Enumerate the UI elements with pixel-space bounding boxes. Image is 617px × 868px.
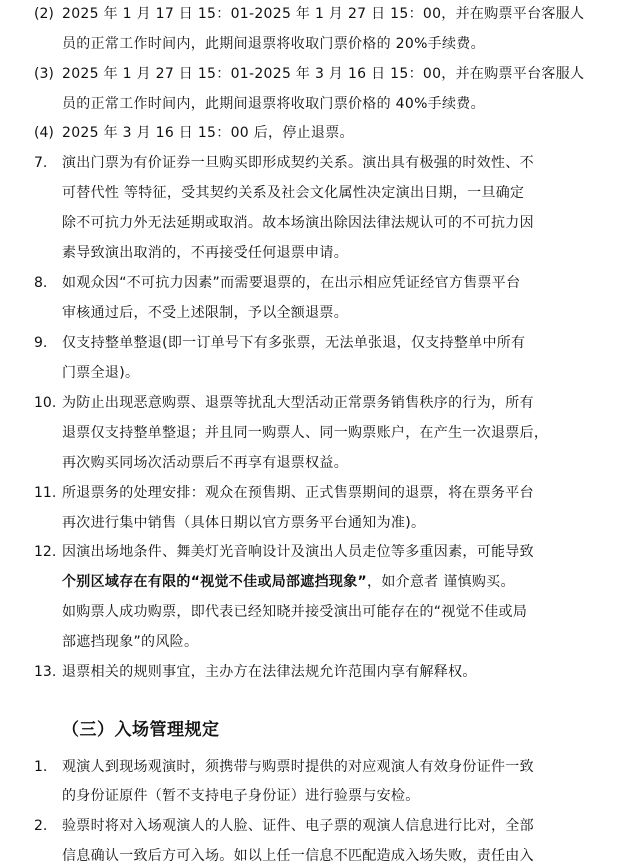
stage-text-line: 员的正常工作时间内，此期间退票将收取门票价格的 40%手续费。 (62, 96, 485, 112)
admission-rule-text-line: 信息确认一致后方可入场。如以上任一信息不匹配造成入场失败，责任由入 (62, 848, 534, 864)
rule-text-line: 仅支持整单整退(即一订单号下有多张票，无法单张退，仅支持整单中所有 (62, 335, 526, 351)
rule-number: 7. (34, 155, 48, 171)
rule-text-line: 退票相关的规则事宜，主办方在法律法规允许范围内享有解释权。 (62, 664, 477, 680)
rule-text-line (62, 572, 515, 592)
rule-text-line: 部遮挡现象”的风险。 (62, 634, 199, 650)
rule-text-line: 素导致演出取消的，不再接受任何退票申请。 (62, 245, 348, 261)
stage-text-line: 员的正常工作时间内，此期间退票将收取门票价格的 20%手续费。 (62, 36, 485, 52)
stage-number: (4) (34, 125, 54, 141)
rule-number: 8. (34, 275, 48, 291)
rule-text-line: 再次购买同场次活动票后不再享有退票权益。 (62, 455, 348, 471)
admission-rule-text-line: 观演人到现场观演时，须携带与购票时提供的对应观演人有效身份证件一致 (62, 759, 534, 775)
rule-text-line: 如观众因“不可抗力因素”而需要退票的，在出示相应凭证经官方售票平台 (62, 275, 521, 291)
rule-text-line: 退票仅支持整单整退；并且同一购票人、同一购票账户，在产生一次退票后， (62, 425, 549, 441)
rule-text-line: 所退票务的处理安排：观众在预售期、正式售票期间的退票，将在票务平台 (62, 485, 534, 501)
admission-rule-text-line: 的身份证原件（暂不支持电子身份证）进行验票与安检。 (62, 788, 420, 804)
rule-text-line: 如购票人成功购票，即代表已经知晓并接受演出可能存在的“视觉不佳或局 (62, 604, 528, 620)
admission-rule-number: 1. (34, 759, 48, 775)
stage-number: (2) (34, 6, 54, 22)
stage-text-line: 2025 年 3 月 16 日 15：00 后，停止退票。 (62, 125, 354, 141)
rule-text-line: 因演出场地条件、舞美灯光音响设计及演出人员走位等多重因素，可能导致 (62, 544, 534, 560)
stage-text-line: 2025 年 1 月 17 日 15：01-2025 年 1 月 27 日 15：00，并在购票平台客服人 (62, 6, 585, 22)
rule-number: 13. (34, 664, 57, 680)
rule-number: 12. (34, 544, 57, 560)
admission-rule-text-line: 验票时将对入场观演人的人脸、证件、电子票的观演人信息进行比对，全部 (62, 818, 534, 834)
stage-text-line: 2025 年 1 月 27 日 15：01-2025 年 3 月 16 日 15：00，并在购票平台客服人 (62, 66, 585, 82)
rule-bold-warning: 个别区域存在有限的“视觉不佳或局部遮挡现象” (62, 574, 368, 590)
rule-text-line: 演出门票为有价证券一旦购买即形成契约关系。演出具有极强的时效性、不 (62, 155, 534, 171)
rule-warning-tail: ，如介意者 谨慎购买。 (367, 574, 515, 590)
rule-number: 11. (34, 485, 57, 501)
section-heading: （三）入场管理规定 (62, 720, 220, 740)
rule-text-line: 审核通过后，不受上述限制，予以全额退票。 (62, 305, 348, 321)
rule-text-line: 为防止出现恶意购票、退票等扰乱大型活动正常票务销售秩序的行为，所有 (62, 395, 534, 411)
stage-number: (3) (34, 66, 54, 82)
admission-rule-number: 2. (34, 818, 48, 834)
rule-number: 10. (34, 395, 57, 411)
rule-text-line: 再次进行集中销售（具体日期以官方票务平台通知为准)。 (62, 515, 426, 531)
rule-text-line: 除不可抗力外无法延期或取消。故本场演出除因法律法规认可的不可抗力因 (62, 215, 534, 231)
rule-number: 9. (34, 335, 48, 351)
rule-text-line: 门票全退)。 (62, 365, 140, 381)
rule-text-line: 可替代性 等特征，受其契约关系及社会文化属性决定演出日期，一旦确定 (62, 185, 525, 201)
